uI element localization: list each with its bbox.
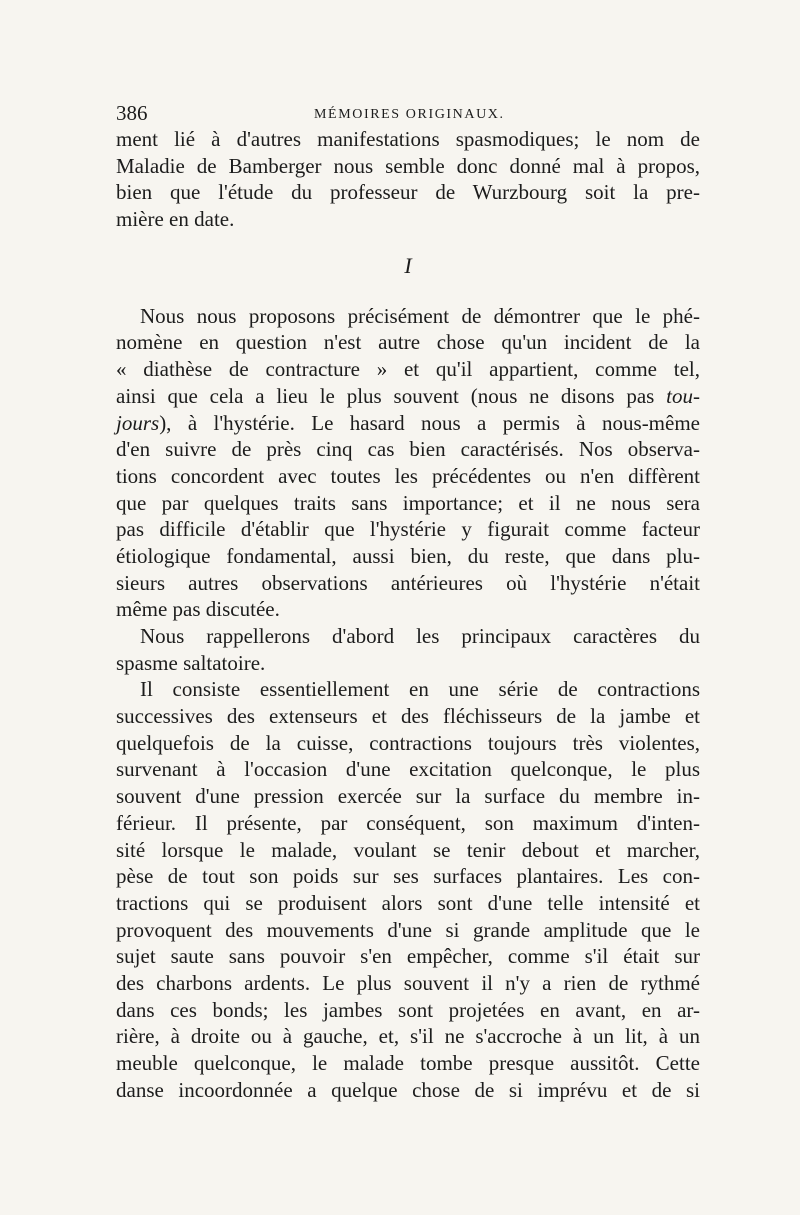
text-line: pas difficile d'établir que l'hystérie y figurait comme facteur (116, 517, 700, 542)
journal-title: MÉMOIRES ORIGINAUX. (314, 107, 505, 122)
paragraph-3 (116, 676, 700, 1103)
text-line: Maladie de Bamberger nous semble donc donné mal à propos, (116, 153, 700, 178)
text-line: quelquefois de la cuisse, contractions toujours très violentes, (116, 730, 700, 755)
text-line: dans ces bonds; les jambes sont projetées en avant, en ar- (116, 997, 700, 1022)
text-line: provoquent des mouvements d'une si grande amplitude que le (116, 917, 700, 942)
text-line: spasme saltatoire. (116, 650, 266, 675)
text-line: nomène en question n'est autre chose qu'un incident de la (116, 330, 700, 355)
text-segment: ainsi que cela a lieu le plus souvent (nous ne disons pas (116, 383, 655, 408)
text-line: sité lorsque le malade, voulant se tenir debout et marcher, (116, 837, 700, 862)
text-line: meuble quelconque, le malade tombe presque aussitôt. Cette (116, 1051, 700, 1075)
text-line: d'en suivre de près cinq cas bien caractérisés. Nos observa- (116, 437, 700, 462)
text-line: férieur. Il présente, par conséquent, son maximum d'inten- (116, 810, 700, 835)
running-head (116, 100, 700, 126)
page-number: 386 (116, 101, 148, 125)
text-line: danse incoordonnée a quelque chose de si imprévu et de si (116, 1077, 700, 1102)
text-line (116, 383, 700, 410)
continued-paragraph (116, 126, 700, 233)
italic-word: jours (116, 410, 160, 435)
paragraph-2 (116, 623, 700, 676)
text-line: Il consiste essentiellement en une série de contractions (140, 677, 700, 702)
text-line: successives des extenseurs et des fléchisseurs de la jambe et (116, 704, 700, 729)
text-line: « diathèse de contracture » et qu'il appartient, comme tel, (116, 357, 700, 382)
text-line: des charbons ardents. Le plus souvent il n'y a rien de rythmé (116, 970, 700, 995)
section-number: I (404, 252, 412, 278)
text-line: sujet saute sans pouvoir s'en empêcher, comme s'il était sur (116, 944, 700, 969)
book-page (116, 100, 700, 1103)
text-line: rière, à droite ou à gauche, et, s'il ne s'accroche à un lit, à un (116, 1024, 700, 1049)
text-line: mière en date. (116, 207, 235, 232)
text-line: tions concordent avec toutes les précédentes ou n'en diffèrent (116, 463, 700, 488)
text-line: que par quelques traits sans importance; et il ne nous sera (116, 490, 700, 515)
text-line: Nous rappellerons d'abord les principaux caractères du (140, 624, 700, 648)
text-line: tractions qui se produisent alors sont d'une telle intensité et (116, 890, 700, 915)
text-line: souvent d'une pression exercée sur la surface du membre in- (116, 784, 700, 809)
text-line: même pas discutée. (116, 597, 280, 622)
text-line: étiologique fondamental, aussi bien, du reste, que dans plu- (116, 543, 700, 568)
text-line: pèse de tout son poids sur ses surfaces plantaires. Les con- (116, 864, 700, 889)
text-line: Nous nous proposons précisément de démontrer que le phé- (140, 303, 700, 328)
text-line: survenant à l'occasion d'une excitation quelconque, le plus (116, 757, 700, 782)
text-line (116, 410, 700, 437)
text-line: bien que l'étude du professeur de Wurzbourg soit la pre- (116, 180, 700, 205)
italic-word: tou- (666, 383, 700, 408)
paragraph-1 (116, 303, 700, 623)
text-line: sieurs autres observations antérieures où l'hystérie n'était (116, 570, 700, 595)
text-segment: ), à l'hystérie. Le hasard nous a permis à nous-même (159, 410, 700, 435)
text-line: ment lié à d'autres manifestations spasmodiques; le nom de (116, 127, 700, 151)
